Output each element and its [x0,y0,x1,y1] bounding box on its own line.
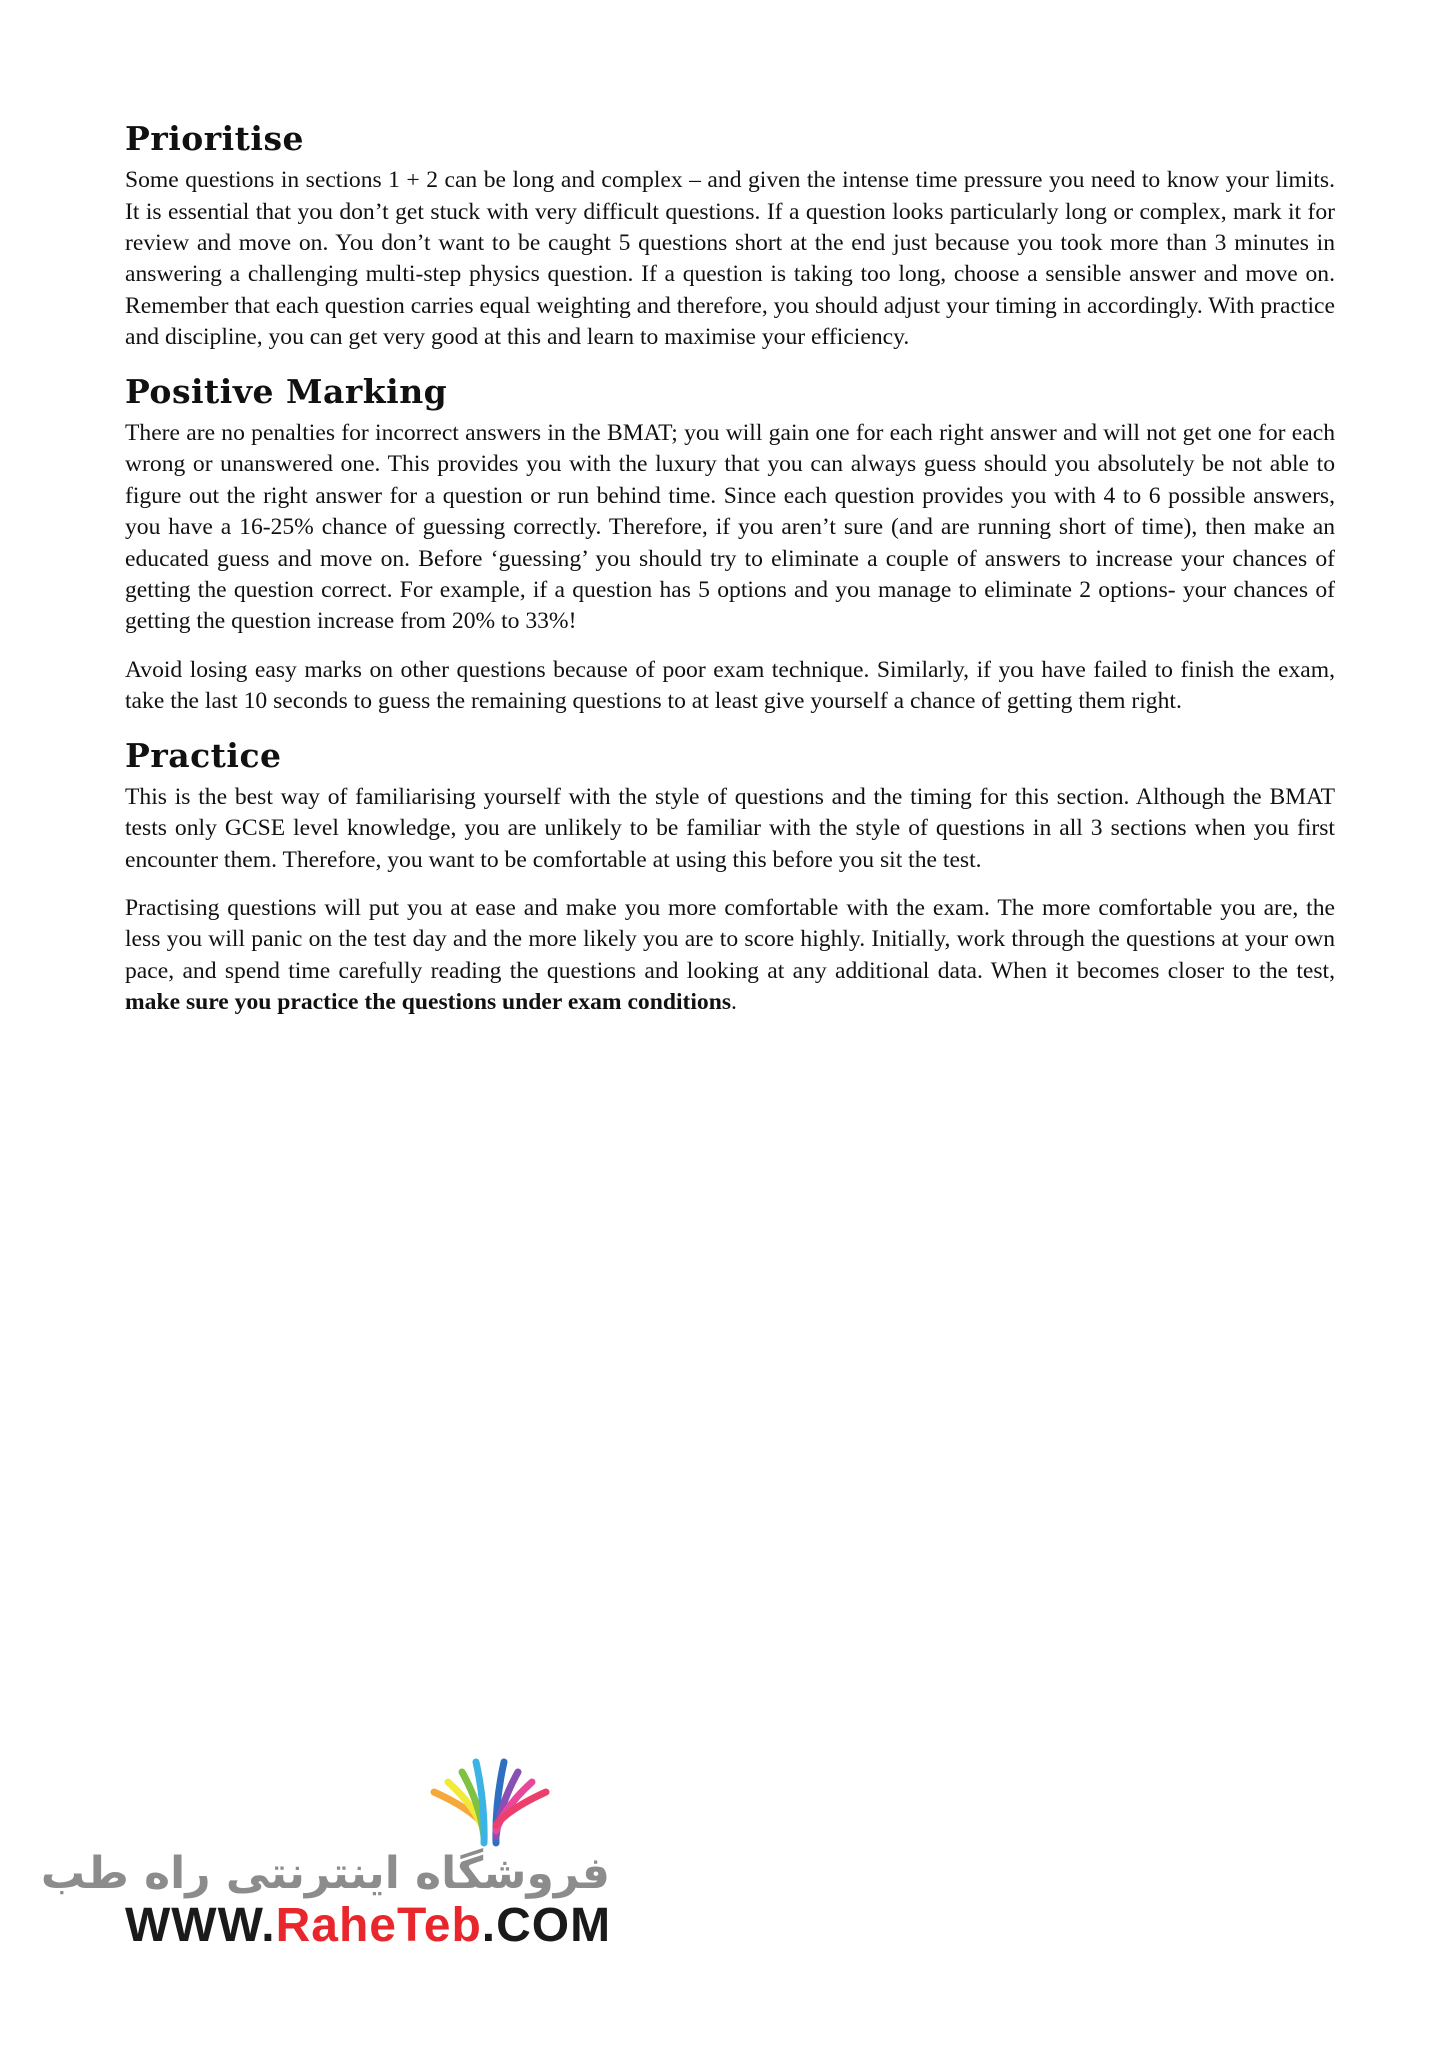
section-heading: Positive Marking [125,371,448,411]
section-prioritise [125,118,1335,354]
url-prefix: WWW. [125,1899,276,1952]
raheteb-watermark-logo [40,1748,620,1952]
section-heading: Practice [125,735,282,775]
bold-emphasis: make sure you practice the questions under exam conditions [125,989,732,1016]
document-page [125,118,1335,1036]
url-brand: RaheTeb [275,1899,482,1952]
section-paragraph-final [125,893,1335,1019]
section-paragraph: Avoid losing easy marks on other questions because of poor exam technique. Similarly, if you have failed to finish the exam, take the last 10 seconds to guess the remaining questions to at least give yourself a chance of getting them right. [125,656,1335,715]
watermark-persian-text: فروشگاه اینترنتی راه طب [40,1848,610,1899]
section-heading: Prioritise [125,119,305,158]
paragraph-text: . [731,989,737,1016]
section-paragraph: There are no penalties for incorrect answers in the BMAT; you will gain one for each right answer and will not get one for each wrong or unanswered one. This provides you with the luxury that you can always guess should you absolutely be not able to figure out the right answer for a question or run behind time. Since each question provides you with 4 to 6 possible answers, you have a 16-25% chance of guessing correctly. Therefore, if you aren’t sure (and are running short of time), then make an educated guess and move on. Before ‘guessing’ you should try to eliminate a couple of answers to increase your chances of getting the question correct. For example, if a question has 5 options and you manage to eliminate 2 options- your chances of getting the question increase from 20% to 33%! [125,419,1335,635]
section-paragraph: This is the best way of familiarising yourself with the style of questions and the timing for this section. Although the BMAT tests only GCSE level knowledge, you are unlikely to be familiar with the style of questions in all 3 sections when you first encounter them. Therefore, you want to be comfortable at using this before you sit the test. [125,783,1335,873]
section-practice [125,735,1335,1019]
section-paragraph: Some questions in sections 1 + 2 can be long and complex – and given the intense time pressure you need to know your limits. It is essential that you don’t get stuck with very difficult questions. If a question looks particularly long or complex, mark it for review and move on. You don’t want to be caught 5 questions short at the end just because you took more than 3 minutes in answering a challenging multi-step physics question. If a question is taking too long, choose a sensible answer and move on. Remember that each question carries equal weighting and therefore, you should adjust your timing in accordingly. With practice and discipline, you can get very good at this and learn to maximise your efficiency. [125,167,1335,351]
url-suffix: .COM [481,1899,612,1952]
watermark-url [125,1898,611,1953]
book-fan-icon [120,1748,620,1848]
paragraph-text: Practising questions will put you at ease and make you more comfortable with the exam. The more comfortable you are, the less you will panic on the test day and the more likely you are to score highly. Initially, work through the questions at your own pace, and spend time carefully reading the questions and looking at any additional data. When it becomes closer to the test, [125,895,1335,984]
section-positive-marking [125,371,1335,718]
